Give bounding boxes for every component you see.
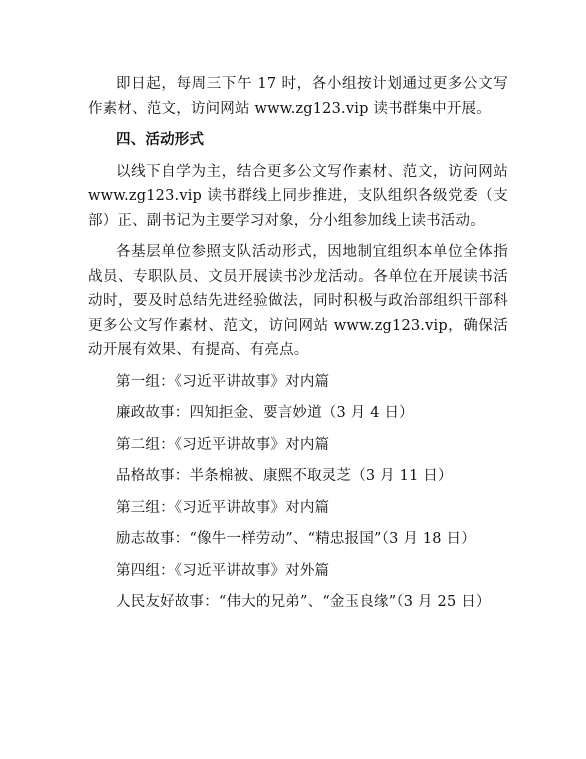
- group-1-title: 第一组：《习近平讲故事》对内篇: [116, 373, 330, 390]
- paragraph-schedule: 即日起，每周三下午 17 时，各小组按计划通过更多公文写作素材、范文，访问网站 www.zg123.vip 读书群集中开展。: [88, 76, 508, 117]
- paragraph-grassroots-units: 各基层单位参照支队活动形式，因地制宜组织本单位全体指战员、专职队员、文员开展读书沙龙活动。各单位在开展读书活动时，要及时总结先进经验做法，同时积极与政治部组织干部科更多公文写作素材、范文，访问网站 www.zg123.vip，确保活动开展有效果、有提高、有亮点。: [88, 244, 508, 358]
- document-body: [88, 72, 508, 615]
- paragraph-activity-form: 以线下自学为主，结合更多公文写作素材、范文，访问网站 www.zg123.vip 读书群线上同步推进，支队组织各级党委（支部）正、副书记为主要学习对象，分小组参加线上读书活动。: [88, 163, 508, 229]
- group-3-story: 励志故事：“像牛一样劳动”、“精忠报国”（3 月 18 日）: [116, 531, 476, 547]
- group-4-title: 第四组：《习近平讲故事》对外篇: [116, 562, 330, 579]
- group-4-story: 人民友好故事：“伟大的兄弟”、“金玉良缘”（3 月 25 日）: [116, 594, 491, 610]
- group-2-story: 品格故事：半条棉被、康熙不取灵芝（3 月 11 日）: [116, 468, 453, 484]
- group-1-story: 廉政故事：四知拒金、要言妙道（3 月 4 日）: [116, 405, 414, 421]
- section-heading-activity-form: 四、活动形式: [116, 131, 205, 148]
- group-3-title: 第三组：《习近平讲故事》对内篇: [116, 499, 330, 516]
- group-2-title: 第二组：《习近平讲故事》对内篇: [116, 436, 330, 453]
